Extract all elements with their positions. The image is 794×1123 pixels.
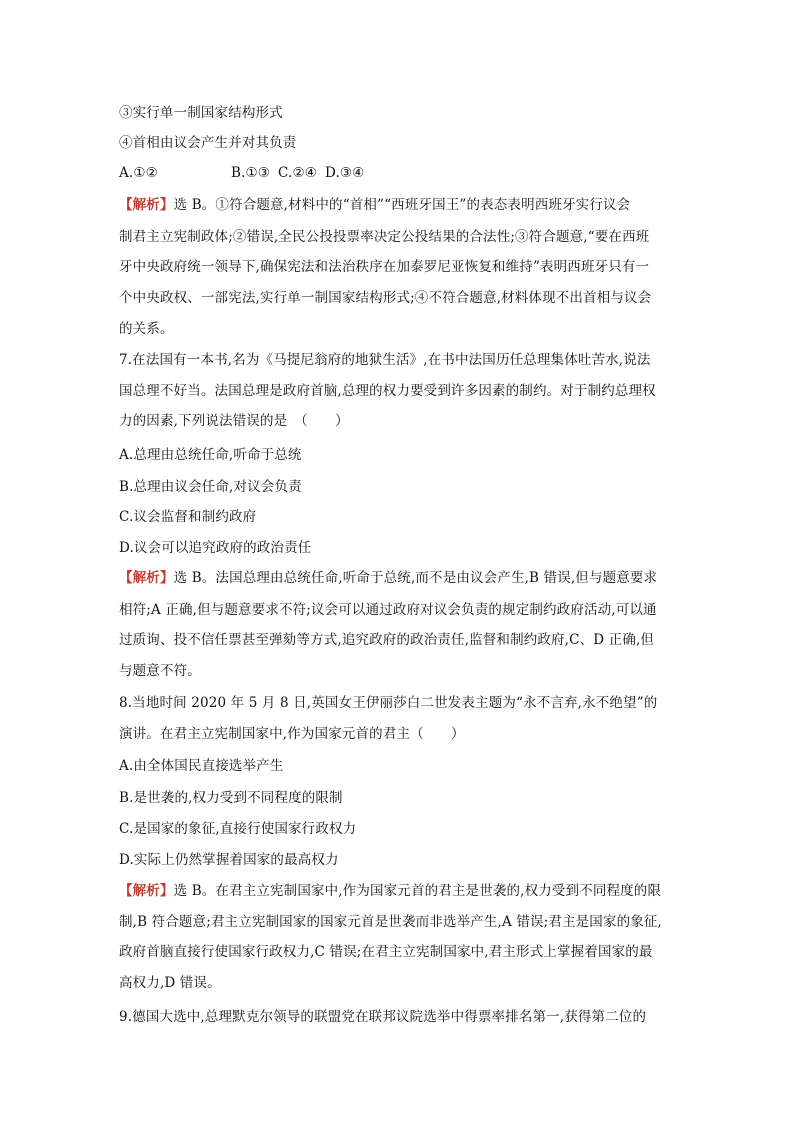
q8-analysis-line-3: 政府首脑直接行使国家行政权力,C 错误;在君主立宪制国家中,君主形式上掌握着国家的最 — [119, 944, 653, 960]
q7-analysis-line-4: 与题意不符。 — [119, 663, 201, 679]
q7-option-b: B.总理由议会任命,对议会负责 — [119, 479, 302, 495]
q6-item-3: ③实行单一制国家结构形式 — [119, 105, 283, 121]
q7-option-a: A.总理由总统任命,听命于总统 — [119, 447, 302, 463]
analysis-tag: 【解析】 — [119, 883, 174, 899]
q8-option-c: C.是国家的象征,直接行使国家行政权力 — [119, 821, 357, 837]
q7-analysis-line-3: 过质询、投不信任票甚至弹劾等方式,追究政府的政治责任,监督和制约政府,C、D 正确,但 — [119, 632, 655, 648]
q7-analysis-line-1: 【解析】选 B。法国总理由总统任命,听命于总统,而不是由议会产生,B 错误,但与题意要求 — [119, 570, 658, 586]
q8-stem-line-1: 8.当地时间 2020 年 5 月 8 日,英国女王伊丽莎白二世发表主题为“永不言弃,永不绝望”的 — [119, 695, 658, 711]
q6-analysis-line-1: 【解析】选 B。①符合题意,材料中的“首相”“西班牙国王”的表态表明西班牙实行议会 — [119, 197, 631, 213]
q7-stem-line-1: 7.在法国有一本书,名为《马提尼翁府的地狱生活》,在书中法国历任总理集体吐苦水,说法 — [119, 352, 651, 368]
analysis-tag: 【解析】 — [119, 570, 174, 586]
q8-analysis-line-4: 高权力,D 错误。 — [119, 975, 221, 991]
q9-stem-line-1: 9.德国大选中,总理默克尔领导的联盟党在联邦议院选举中得票率排名第一,获得第二位的 — [119, 1009, 647, 1025]
q8-stem-line-2: 演讲。在君主立宪制国家中,作为国家元首的君主（ ） — [119, 726, 465, 742]
q6-option-a: A.①② — [119, 165, 158, 181]
q6-analysis-line-5: 的关系。 — [119, 321, 174, 337]
q8-analysis-line-1: 【解析】选 B。在君主立宪制国家中,作为国家元首的君主是世袭的,权力受到不同程度的限 — [119, 883, 662, 899]
q7-option-d: D.议会可以追究政府的政治责任 — [119, 540, 312, 556]
q7-stem-line-2: 国总理不好当。法国总理是政府首脑,总理的权力要受到许多因素的制约。对于制约总理权 — [119, 383, 656, 399]
q6-analysis-line-2: 制君主立宪制政体;②错误,全民公投投票率决定公投结果的合法性;③符合题意,“要在西班 — [119, 229, 650, 245]
q8-analysis-line-2: 制,B 符合题意;君主立宪制国家的国家元首是世袭而非选举产生,A 错误;君主是国家的象征, — [119, 914, 662, 930]
q6-analysis-line-4: 个中央政权、一部宪法,实行单一制国家结构形式;④不符合题意,材料体现不出首相与议会 — [119, 290, 652, 306]
q8-option-a: A.由全体国民直接选举产生 — [119, 758, 284, 774]
q6-option-c: C.②④ — [278, 165, 317, 181]
q7-option-c: C.议会监督和制约政府 — [119, 509, 257, 525]
q6-option-b: B.①③ — [231, 165, 271, 181]
q6-option-d: D.③④ — [325, 165, 365, 181]
q6-analysis-line-3: 牙中央政府统一领导下,确保宪法和法治秩序在加泰罗尼亚恢复和维持”表明西班牙只有一 — [119, 259, 650, 275]
q7-analysis-line-2: 相符;A 正确,但与题意要求不符;议会可以通过政府对议会负责的规定制约政府活动,可以通 — [119, 602, 657, 618]
analysis-tag: 【解析】 — [119, 197, 174, 213]
q6-options — [119, 164, 364, 182]
q6-item-4: ④首相由议会产生并对其负责 — [119, 135, 297, 151]
q7-stem-line-3: 力的因素,下列说法错误的是 （ ） — [119, 413, 349, 429]
q8-option-d: D.实际上仍然掌握着国家的最高权力 — [119, 852, 339, 868]
q8-option-b: B.是世袭的,权力受到不同程度的限制 — [119, 790, 343, 806]
